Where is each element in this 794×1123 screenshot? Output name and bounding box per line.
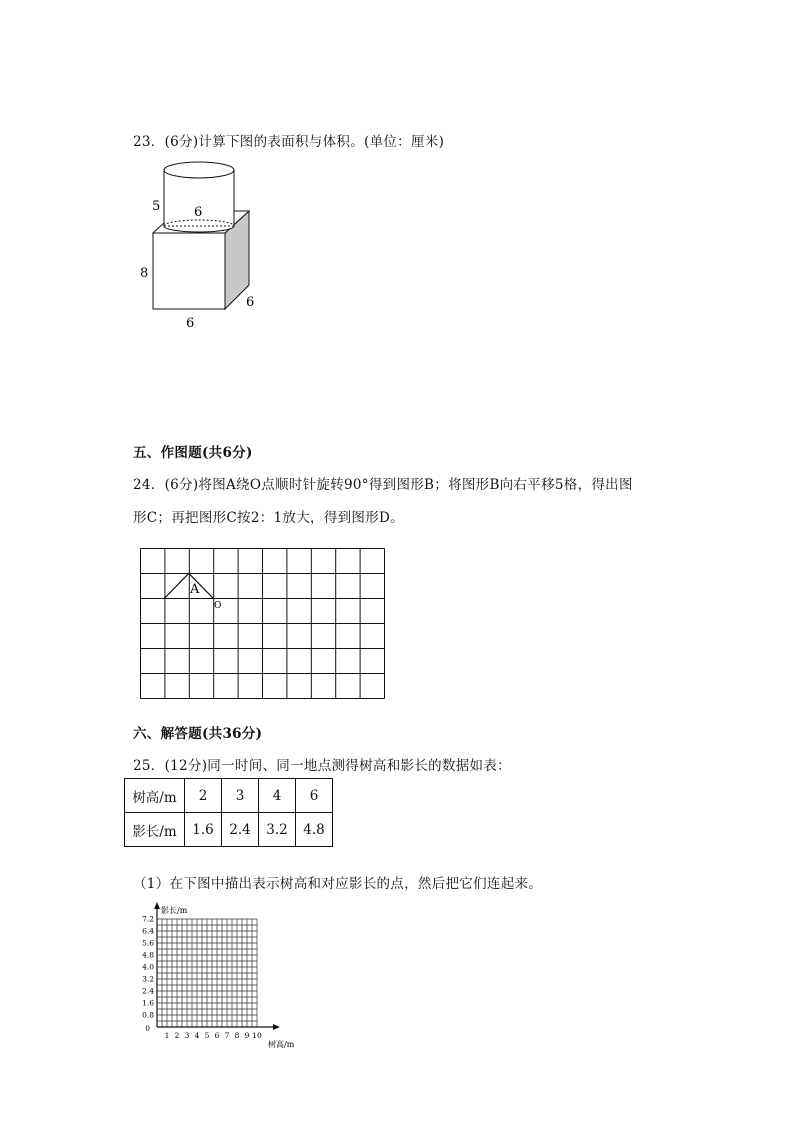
chart-y-tick-label: 4.0 <box>142 962 154 972</box>
q25-sub1: （1）在下图中描出表示树高和对应影长的点，然后把它们连起来。 <box>133 876 543 892</box>
q23-text: 23．(6分)计算下图的表面积与体积。(单位：厘米) <box>133 134 445 150</box>
chart-x-tick-label: 4 <box>194 1031 200 1040</box>
q25-text: 25．(12分)同一时间、同一地点测得树高和影长的数据如表： <box>133 758 511 774</box>
cylinder-on-cube-figure <box>130 155 270 340</box>
cylinder-height-label: 5 <box>152 199 161 214</box>
chart-x-tick-label: 1 <box>164 1031 170 1040</box>
tree-shadow-table <box>124 778 333 847</box>
section5-title: 五、作图题(共6分) <box>133 445 253 461</box>
chart-x-tick-label: 3 <box>184 1031 190 1040</box>
chart-x-tick-label: 9 <box>244 1031 250 1040</box>
rotation-grid-lines <box>141 549 385 699</box>
chart-x-tick-label: 7 <box>224 1031 230 1040</box>
chart-x-tick-label: 6 <box>214 1031 220 1040</box>
cube-front-face <box>153 233 225 309</box>
table-cell: 6 <box>296 779 333 813</box>
chart-x-tick-label: 10 <box>252 1031 262 1040</box>
cube-depth-label: 6 <box>246 295 255 310</box>
cylinder-top-ellipse <box>164 162 234 178</box>
chart-x-axis-label: 树高/m <box>268 1040 295 1049</box>
table-header-cell: 影长/m <box>125 813 185 847</box>
chart-y-tick-label: 1.6 <box>142 998 154 1008</box>
chart-y-tick-label: 5.6 <box>142 938 154 948</box>
q24-line1: 24．(6分)将图A绕O点顺时针旋转90°得到图形B；将图形B向右平移5格，得出图 <box>133 477 633 493</box>
chart-x-tick-label: 5 <box>204 1031 210 1040</box>
figure-a-label: A <box>190 582 200 597</box>
cube-width-label: 6 <box>186 316 195 331</box>
rotation-grid <box>140 548 390 703</box>
cube-height-label: 8 <box>140 266 149 281</box>
shadow-chart <box>120 898 295 1050</box>
chart-y-tick-label: 3.2 <box>142 974 154 984</box>
chart-y-tick-label: 2.4 <box>142 986 154 996</box>
chart-x-tick-label: 2 <box>174 1031 180 1040</box>
table-cell: 4.8 <box>296 813 333 847</box>
table-row <box>125 779 333 813</box>
chart-x-axis-arrow <box>273 1024 280 1030</box>
cylinder-body <box>164 170 234 232</box>
table-cell: 3 <box>222 779 259 813</box>
chart-y-tick-label: 6.4 <box>142 926 154 936</box>
chart-x-tick-label: 8 <box>234 1031 240 1040</box>
table-header-cell: 树高/m <box>125 779 185 813</box>
chart-y-axis-label: 影长/m <box>161 906 188 915</box>
table-cell: 4 <box>259 779 296 813</box>
chart-y-axis-arrow <box>154 902 160 909</box>
point-o-label: O <box>214 601 222 611</box>
cylinder-diameter-label: 6 <box>194 205 203 220</box>
chart-y-tick-label: 7.2 <box>142 914 154 924</box>
table-cell: 2.4 <box>222 813 259 847</box>
table-cell: 3.2 <box>259 813 296 847</box>
table-row <box>125 813 333 847</box>
figure-a <box>164 573 213 598</box>
section6-title: 六、解答题(共36分) <box>133 726 263 742</box>
chart-grid <box>157 919 257 1027</box>
q24-line2: 形C；再把图形C按2：1放大，得到图形D。 <box>133 510 404 526</box>
table-cell: 2 <box>185 779 222 813</box>
chart-origin-label: 0 <box>145 1024 150 1033</box>
chart-y-tick-label: 4.8 <box>142 950 154 960</box>
table-cell: 1.6 <box>185 813 222 847</box>
chart-y-tick-label: 0.8 <box>142 1010 154 1020</box>
